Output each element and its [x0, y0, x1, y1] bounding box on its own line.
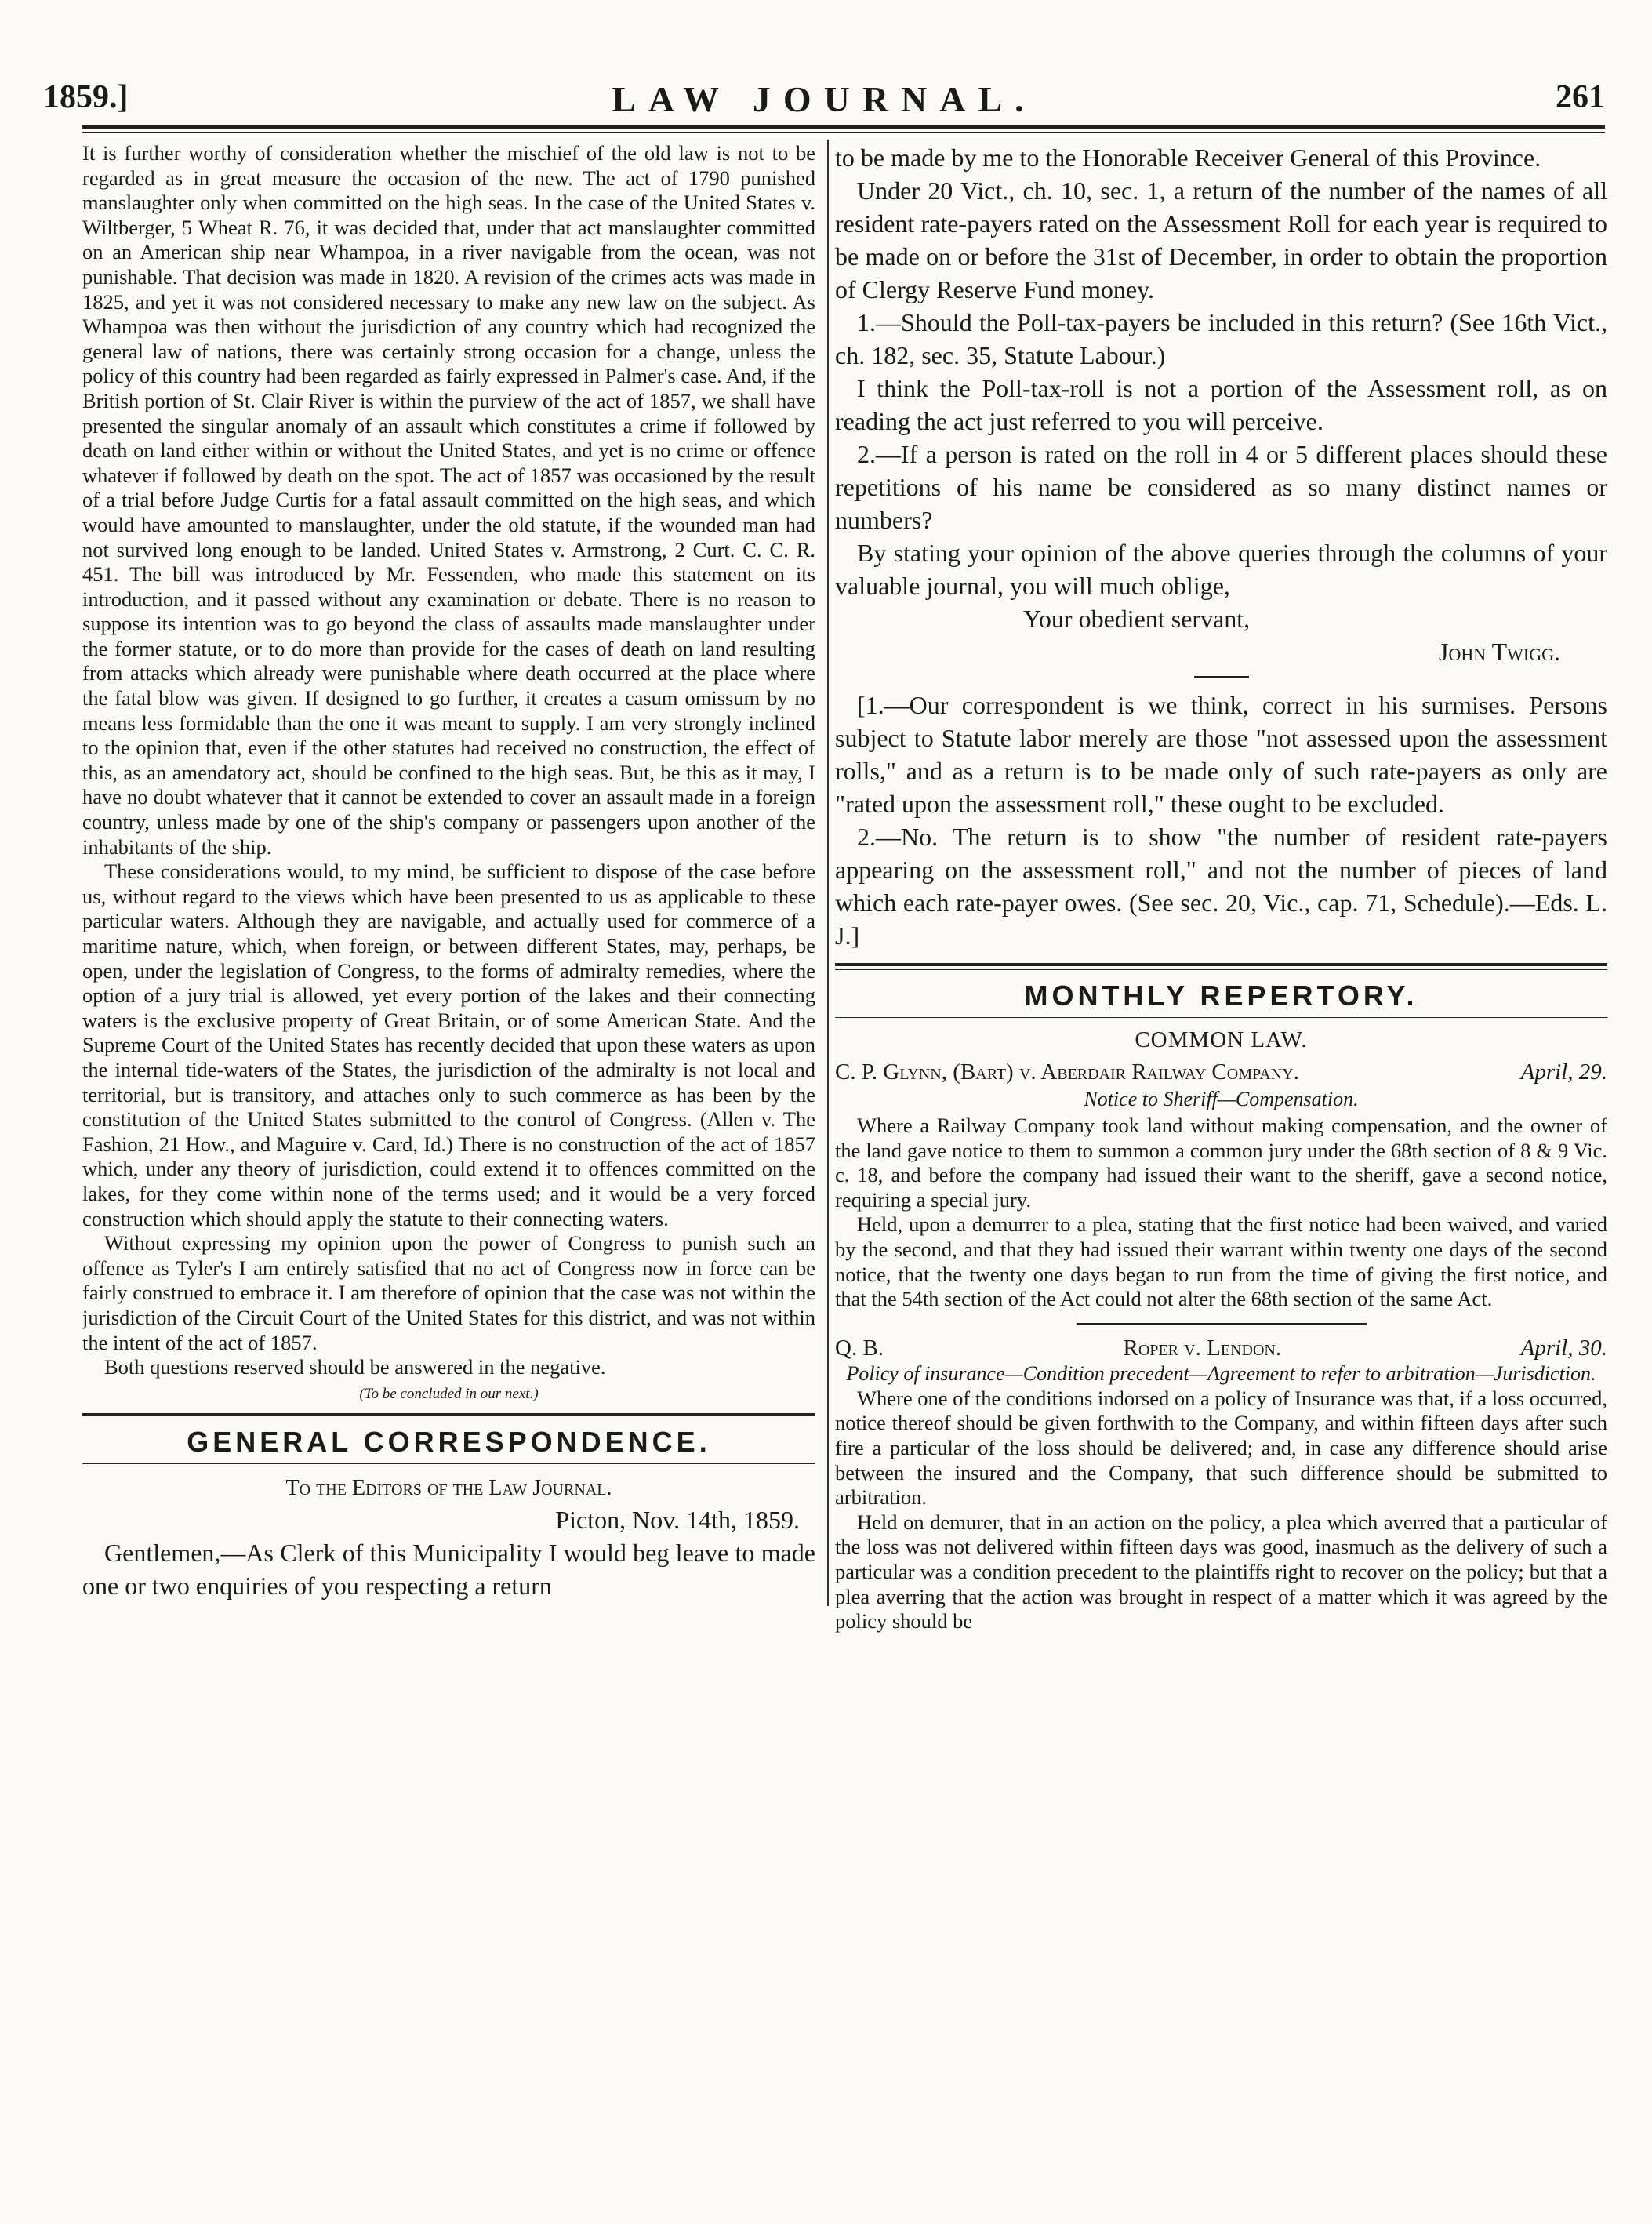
case-2-paragraph-1: Where one of the conditions indorsed on a policy of Insurance was that, if a loss occurred, notice thereof should be given forthwith to the Company, and within fifteen days after such fire a particular of the loss should be delivered; and, in case any difference should arise between the insured and the Company, that such difference should be submitted to arbitration. — [835, 1386, 1607, 1510]
case-2-paragraph-2: Held on demurer, that in an action on the policy, a plea which averred that a particular of the loss was not delivered within fifteen days was good, inasmuch as the delivery of such a particular was a condition precedent to the plaintiffs right to recover on the policy; but that a plea averring that the action was brought in respect of a matter which it was agreed by the policy should be — [835, 1510, 1607, 1633]
letter-opening: Gentlemen,—As Clerk of this Municipality I would beg leave to made one or two enquiries of you respecting a return — [82, 1538, 815, 1600]
case-1-title-line — [835, 1059, 1607, 1085]
case-2-court: Q. B. — [835, 1335, 884, 1361]
case-separator — [1077, 1323, 1367, 1325]
general-correspondence-heading: GENERAL CORRESPONDENCE. — [187, 1425, 711, 1458]
case-2-title: Roper v. Lendon. — [1123, 1335, 1282, 1361]
letter-question-1: 1.—Should the Poll-tax-payers be included in this return? (See 16th Vict., ch. 182, sec. 35, Statute Labour.) — [835, 308, 1607, 369]
letter-dateline: Picton, Nov. 14th, 1859. — [555, 1505, 800, 1534]
repertory-rule-top — [835, 963, 1607, 966]
case-1-paragraph-2: Held, upon a demurrer to a plea, stating that the first notice had been waived, and varied by the second, and that they had issued their warrant within twenty one days of the second notice, that the twenty one days began to run from the time of giving the first notice, and that the 54th section of the Act could not alter the 68th section of the same Act. — [835, 1212, 1607, 1311]
case-2-title-line — [835, 1335, 1607, 1361]
letter-continuation: to be made by me to the Honorable Receiver General of this Province. — [835, 144, 1541, 172]
monthly-repertory-heading: MONTHLY REPERTORY. — [1024, 979, 1418, 1012]
letter-question-1-opinion: I think the Poll-tax-roll is not a portion of the Assessment roll, as on reading the act just referred to you will perceive. — [835, 374, 1607, 435]
letter-servant: Your obedient servant, — [1023, 605, 1251, 633]
case-2-subject: Policy of insurance—Condition precedent—Agreement to refer to arbitration—Jurisdiction. — [846, 1361, 1596, 1385]
left-paragraph-3: Without expressing my opinion upon the power of Congress to punish such an offence as Tyler's I am entirely satisfied that no act of Congress now in force can be fairly construed to embrace it. I am therefore of opinion that the case was not within the jurisdiction of the Circuit Court of the United States for this district, and was not within the intent of the act of 1857. — [82, 1231, 815, 1354]
case-1-paragraph-1: Where a Railway Company took land without making compensation, and the owner of the land gave notice to them to summon a common jury under the 68th section of 8 & 9 Vic. c. 18, and before the company had issued their want to the sheriff, gave a second notice, requiring a special jury. — [835, 1114, 1607, 1212]
letter-closing: By stating your opinion of the above queries through the columns of your valuable journal, you will much oblige, — [835, 539, 1607, 600]
left-paragraph-2: These considerations would, to my mind, be sufficient to dispose of the case before us, without regard to the views which have been presented to us as applicable to these particular waters. Although they are navigable, and actually used for commerce of a maritime nature, which, when foreign, or between different States, may, perhaps, be open, under the legislation of Congress, to the forms of admiralty remedies, where the option of a jury trial is allowed, yet every portion of the lakes and their connecting waters is the exclusive property of Great Britain, or of some American State. And the Supreme Court of the United States has recently decided that upon these waters as upon the internal tide-waters of the States, the jurisdiction of the admiralty is not local and territorial, but is transitory, and attaches only to such commerce as has been by the constitution of the United States submitted to the control of Congress. (Allen v. The Fashion, 21 How., and Maguire v. Card, Id.) There is no construction of the act of 1857 which, under any theory of jurisdiction, could extend it to offences committed on the lakes, for they come within none of the terms used; and it would be a very forced construction which should apply the statute to their connecting waters. — [82, 859, 815, 1230]
editors-reply-2: 2.—No. The return is to show "the number of resident rate-payers appearing on the assessment roll," and not the number of pieces of land which each rate-payer owes. (See sec. 20, Vic., cap. 71, Schedule).—Eds. L. J.] — [835, 823, 1607, 950]
header-rule-thin — [82, 132, 1605, 133]
letter-question-2: 2.—If a person is rated on the roll in 4 or 5 different places should these repetitions of his name be considered as so many distinct names or numbers? — [835, 440, 1607, 534]
left-column — [82, 141, 815, 1602]
to-be-concluded-note: (To be concluded in our next.) — [359, 1385, 539, 1402]
case-1-subject: Notice to Sheriff—Compensation. — [1084, 1088, 1359, 1110]
column-divider — [827, 140, 829, 1606]
repertory-rule-bottom — [835, 1017, 1607, 1018]
left-paragraph-1: It is further worthy of consideration whether the mischief of the old law is not to be regarded as in great measure the occasion of the new. The act of 1790 punished manslaughter only when committed on the high seas. In the case of the United States v. Wiltberger, 5 Wheat R. 76, it was decided that, under that act manslaughter committed on an American ship near Whampoa, in a river navigable from the ocean, was not punishable. That decision was made in 1820. A revision of the crimes acts was made in 1825, and yet it was not considered necessary to make any new law on the subject. As Whampoa was then without the jurisdiction of any country which had recognized the general law of nations, there was certainly strong occasion for a change, unless the policy of this country had been regarded as fairly expressed in Palmer's case. And, if the British portion of St. Clair River is within the purview of the act of 1857, we shall have presented the singular anomaly of an assault which constitutes a crime if followed by death on land either within or without the United States, and yet is no crime or offence whatever if followed by death on the spot. The act of 1857 was occasioned by the result of a trial before Judge Curtis for a fatal assault committed on the high seas, and which would have amounted to manslaughter, under the old statute, if the wounded man had not survived long enough to be landed. United States v. Armstrong, 2 Curt. C. C. R. 451. The bill was introduced by Mr. Fessenden, who made this statement on its introduction, and it passed without any examination or debate. There is no reason to suppose its intention was to go beyond the class of assaults made manslaughter under the former statute, or to do more than provide for the cases of death on land resulting from attacks which already were punishable where death occurred at the place where the fatal blow was given. If designed to go further, it creates a casum omissum by no means less formidable than the one it was meant to supply. I am very strongly inclined to the opinion that, even if the other statutes had received no construction, the effect of this, as an amendatory act, should be confined to the high seas. But, be this as it may, I have no doubt whatever that it cannot be extended to cover an assault made in a foreign country, unless made by one of the ship's company or passengers upon another of the inhabitants of the ship. — [82, 141, 815, 859]
section-rule-bottom — [82, 1463, 815, 1464]
header-rule — [82, 125, 1605, 129]
header-year: 1859.] — [43, 79, 129, 115]
reply-separator — [1194, 676, 1249, 678]
page-number: 261 — [1556, 79, 1605, 115]
letter-paragraph-2: Under 20 Vict., ch. 10, sec. 1, a return of the number of the names of all resident rate-payers rated on the Assessment Roll for each year is required to be made on or before the 31st of December, in order to obtain the proportion of Clergy Reserve Fund money. — [835, 176, 1607, 303]
common-law-heading: COMMON LAW. — [1135, 1027, 1308, 1052]
left-paragraph-4: Both questions reserved should be answered in the negative. — [104, 1355, 606, 1379]
letter-signature: John Twigg. — [1439, 638, 1560, 666]
case-1-date: April, 29. — [1520, 1059, 1607, 1085]
case-1-title: C. P. Glynn, (Bart) v. Aberdair Railway Company. — [835, 1059, 1299, 1085]
running-header — [43, 78, 1605, 125]
editors-reply-1: [1.—Our correspondent is we think, correct in his surmises. Persons subject to Statute labor merely are those "not assessed upon the assessment rolls," and as a return is to be made only of such rate-payers as only are "rated upon the assessment roll," these ought to be excluded. — [835, 691, 1607, 818]
journal-title: LAW JOURNAL. — [612, 79, 1037, 119]
case-2-date: April, 30. — [1520, 1335, 1607, 1361]
letter-salutation: To the Editors of the Law Journal. — [285, 1475, 612, 1500]
right-column — [835, 141, 1607, 1634]
